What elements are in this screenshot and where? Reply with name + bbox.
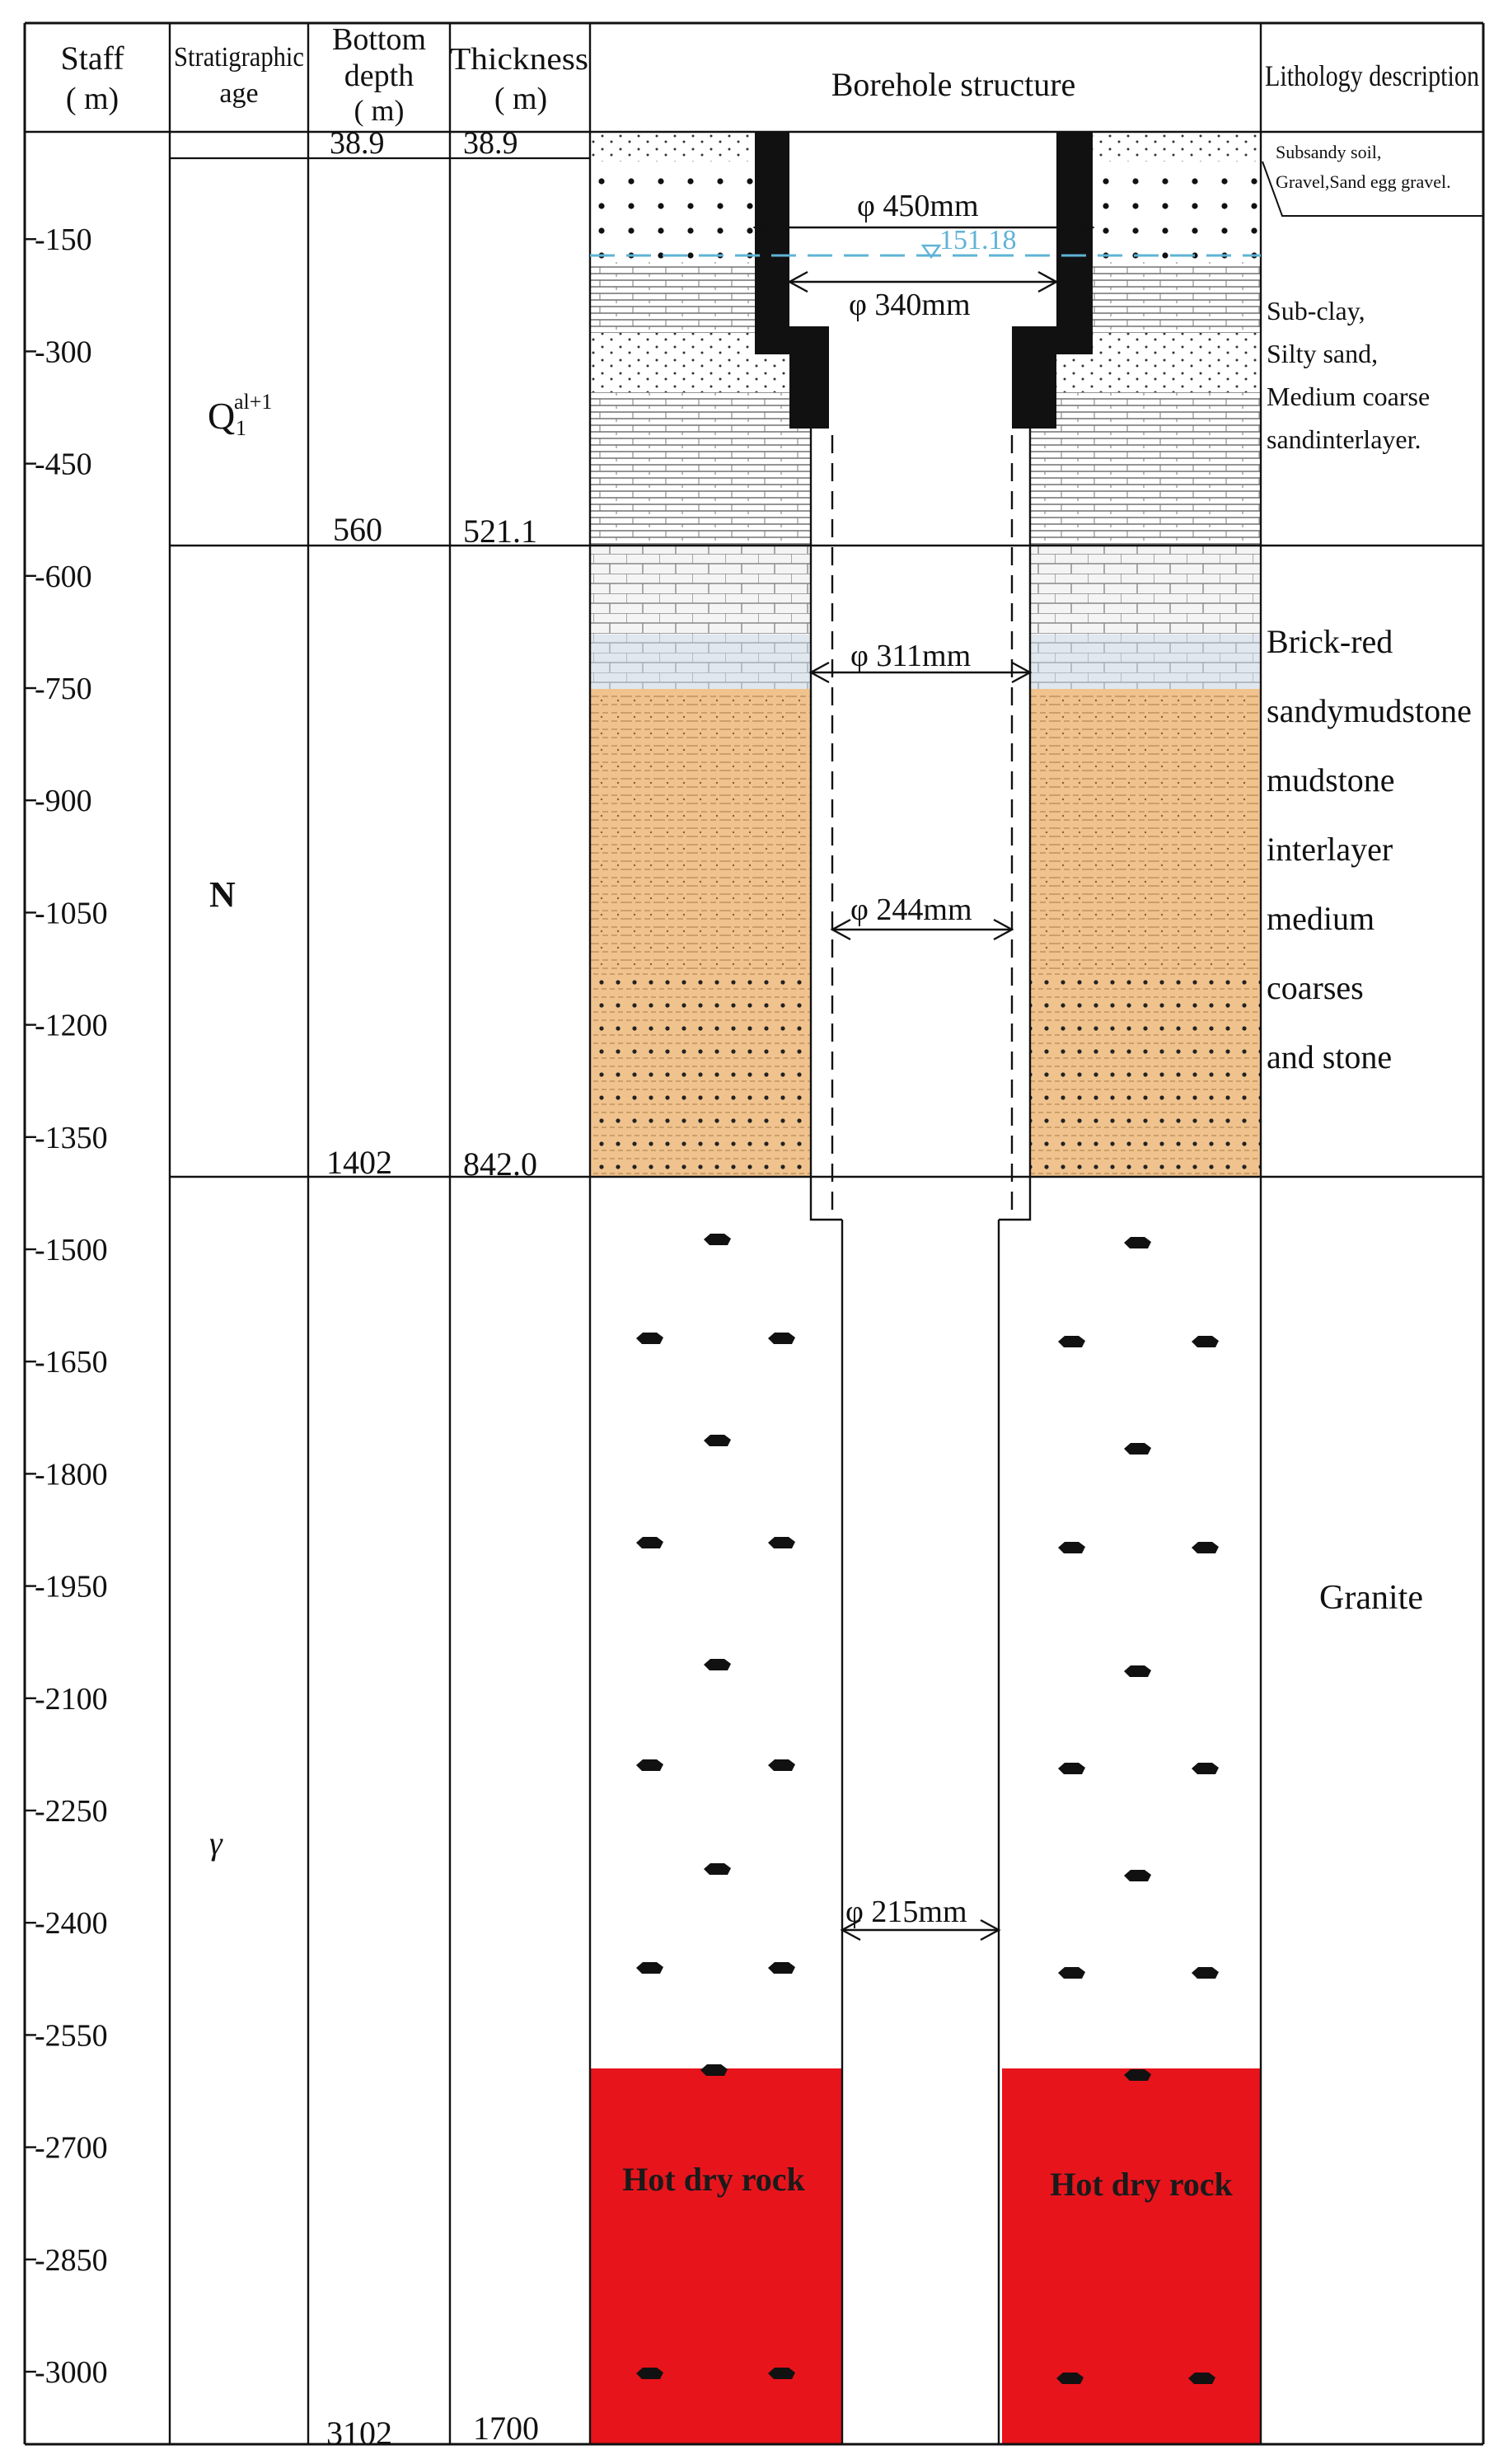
granite-mark-17 [1058, 1336, 1085, 1347]
layer3-thickness: 842.0 [463, 1145, 537, 1183]
header-structure: Borehole structure [831, 66, 1076, 103]
d244-label: φ 244mm [850, 892, 972, 927]
depth-scale [25, 223, 108, 2390]
header-lithology: Lithology description [1265, 59, 1479, 92]
granite-mark-12 [768, 1962, 795, 1974]
granite-mark-26 [1058, 1967, 1085, 1979]
stratum-gamma: γ [209, 1825, 222, 1862]
granite-mark-24 [1192, 1763, 1219, 1774]
d311-label: φ 311mm [850, 639, 972, 673]
depth-label-13: -1950 [35, 1569, 108, 1604]
header-staff: Staff [60, 40, 124, 77]
granite-mark-22 [1124, 1665, 1151, 1677]
layer1-bottom: 38.9 [330, 126, 385, 161]
depth-label-11: -1650 [35, 1345, 108, 1380]
lith-1a: Subsandy soil, [1276, 142, 1382, 162]
granite-mark-11 [636, 1962, 663, 1974]
granite-mark-18 [1192, 1336, 1219, 1347]
lith-3-line3: mudstone [1267, 761, 1395, 799]
depth-label-14: -2100 [35, 1681, 108, 1717]
d450-label: φ 450mm [857, 189, 979, 223]
granite-mark-20 [1058, 1542, 1085, 1553]
lith-2-line2: Silty sand, [1267, 339, 1379, 368]
depth-label-3: -450 [35, 447, 92, 482]
granite-mark-27 [1192, 1967, 1219, 1979]
lith-2-line1: Sub-clay, [1267, 296, 1365, 326]
header-bottom-unit: ( m) [354, 94, 405, 127]
granite-mark-19 [1124, 1443, 1151, 1455]
stratum-q-sub: 1 [236, 416, 246, 440]
d215-label: φ 215mm [845, 1895, 967, 1929]
granite-mark-3 [768, 1333, 795, 1344]
depth-label-18: -2700 [35, 2130, 108, 2166]
header-bottom: Bottom [331, 22, 427, 57]
header-bottom-2: depth [344, 59, 414, 93]
casing-340-right [1014, 328, 1055, 427]
open-hole-215 [842, 1178, 999, 2444]
granite-mark-1 [704, 1234, 731, 1245]
lith-2-line4: sandinterlayer. [1267, 424, 1421, 454]
lith-1b: Gravel,Sand egg gravel. [1276, 171, 1451, 192]
stratum-q-sup: al+1 [234, 390, 273, 414]
depth-label-6: -900 [35, 784, 92, 819]
hot-rock-right [1002, 2068, 1261, 2444]
lith-3-line6: coarses [1267, 969, 1364, 1006]
depth-label-10: -1500 [35, 1233, 108, 1267]
hot-rock-label-right: Hot dry rock [1050, 2166, 1233, 2203]
casing-340-left [791, 328, 827, 427]
depth-label-17: -2550 [35, 2018, 108, 2054]
depth-label-16: -2400 [35, 1906, 108, 1942]
header-thickness-unit: ( m) [494, 82, 548, 116]
granite-mark-25 [1124, 1870, 1151, 1881]
layer2-bottom: 560 [333, 511, 382, 548]
header-age-2: age [219, 78, 259, 109]
granite-mark-8 [636, 1759, 663, 1771]
header-age: Stratigraphic [174, 42, 304, 73]
layer2-thickness: 521.1 [463, 513, 537, 550]
header-thickness: Thickness [450, 42, 588, 77]
hole-311 [811, 412, 1030, 1220]
stratum-q: Q [208, 395, 236, 437]
hot-rock-label-left: Hot dry rock [622, 2161, 805, 2198]
lith-3-line1: Brick-red [1267, 623, 1393, 660]
layer4-bottom: 3102 [326, 2415, 392, 2452]
granite-mark-2 [636, 1333, 663, 1344]
layer1-thickness: 38.9 [463, 126, 518, 161]
depth-label-12: -1800 [35, 1457, 108, 1492]
hot-rock-left [590, 2068, 842, 2444]
granite-mark-7 [704, 1659, 731, 1670]
depth-label-8: -1200 [35, 1008, 108, 1043]
lith-3-line4: interlayer [1267, 831, 1393, 868]
granite-mark-23 [1058, 1763, 1085, 1774]
granite-mark-21 [1192, 1542, 1219, 1553]
layer3-bottom: 1402 [326, 1144, 392, 1181]
table-header [60, 22, 1479, 127]
depth-label-7: -1050 [35, 896, 108, 931]
granite-mark-13 [700, 2064, 728, 2076]
stratigraphic-ages [208, 390, 272, 1862]
granite-mark-4 [704, 1435, 731, 1446]
layer-values [326, 126, 539, 2452]
granite-mark-9 [768, 1759, 795, 1771]
water-level-label: 151.18 [939, 225, 1017, 255]
granite-mark-16 [1124, 1237, 1151, 1248]
granite-mark-5 [636, 1537, 663, 1548]
lith-3-line5: medium [1267, 900, 1375, 937]
depth-label-19: -2850 [35, 2242, 108, 2278]
granite-mark-6 [768, 1537, 795, 1548]
stratum-n: N [209, 874, 236, 915]
depth-label-15: -2250 [35, 1794, 108, 1829]
depth-label-9: -1350 [35, 1120, 108, 1155]
lith-3-line2: sandymudstone [1267, 692, 1472, 729]
layer4-thickness: 1700 [473, 2410, 539, 2447]
depth-label-2: -300 [35, 335, 92, 370]
header-staff-unit: ( m) [65, 82, 119, 116]
granite-mark-10 [704, 1863, 731, 1875]
depth-label-20: -3000 [35, 2355, 108, 2390]
lith-4: Granite [1319, 1579, 1423, 1617]
depth-label-5: -750 [35, 672, 92, 706]
lithology-descriptions [1262, 142, 1483, 1617]
lith-3-line7: and stone [1267, 1038, 1393, 1075]
depth-label-1: -150 [35, 223, 92, 258]
depth-label-4: -600 [35, 559, 92, 594]
d340-label: φ 340mm [849, 288, 971, 322]
lith-2-line3: Medium coarse [1267, 382, 1431, 411]
